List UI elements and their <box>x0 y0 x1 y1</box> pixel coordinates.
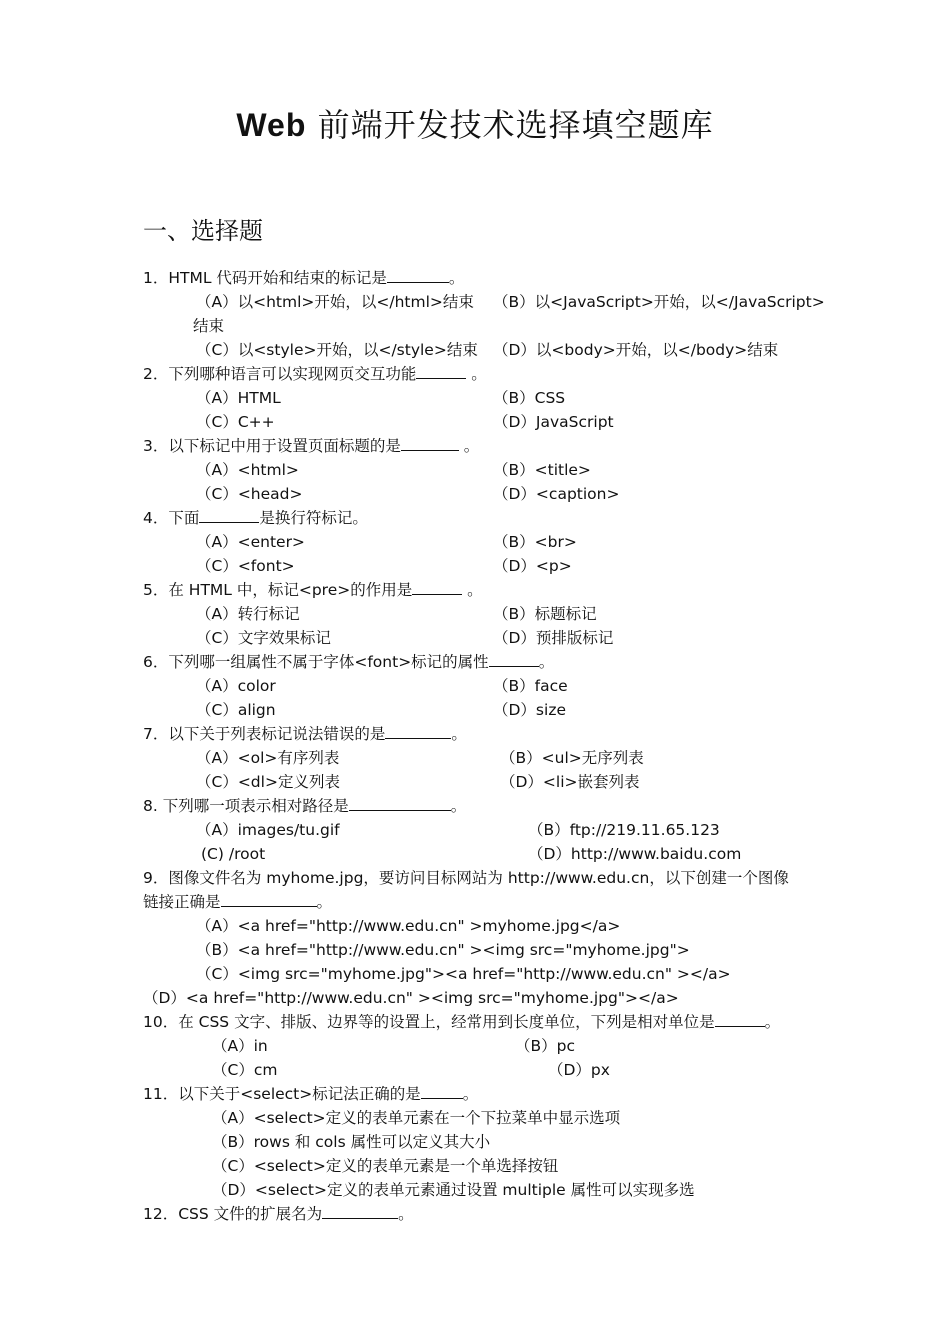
question-12-stem: 12．CSS 文件的扩展名为 。 <box>143 1202 414 1226</box>
question-11-option-a: （A）<select>定义的表单元素在一个下拉菜单中显示选项 <box>212 1109 621 1127</box>
answer-blank <box>401 434 459 451</box>
question-8-option-b: （B）ftp://219.11.65.123 <box>528 821 720 839</box>
question-5-option-d: （D）预排版标记 <box>493 629 614 647</box>
question-9-option-b: （B）<a href="http://www.edu.cn" ><img src="myhome.jpg"> <box>196 941 690 959</box>
question-11-stem: 11．以下关于<select>标记法正确的是 。 <box>143 1082 478 1106</box>
answer-blank <box>715 1010 765 1027</box>
question-10-option-b: （B）pc <box>515 1037 575 1055</box>
question-11-option-d: （D）<select>定义的表单元素通过设置 multiple 属性可以实现多选 <box>212 1181 695 1199</box>
page-title-en: Web <box>236 107 307 143</box>
question-4-option-d: （D）<p> <box>493 557 572 575</box>
question-3-option-a: （A）<html> <box>196 461 299 479</box>
question-2-option-c: （C）C++ <box>196 413 275 431</box>
question-7-option-b: （B）<ul>无序列表 <box>500 749 644 767</box>
answer-blank <box>349 794 451 811</box>
question-2-option-d: （D）JavaScript <box>493 413 614 431</box>
answer-blank <box>421 1082 463 1099</box>
answer-blank <box>387 266 449 283</box>
question-6-option-b: （B）face <box>493 677 568 695</box>
question-9-option-a: （A）<a href="http://www.edu.cn" >myhome.jpg</a> <box>196 917 621 935</box>
question-2-option-a: （A）HTML <box>196 389 281 407</box>
question-8-option-d: （D）http://www.baidu.com <box>528 845 742 863</box>
answer-blank <box>489 650 539 667</box>
question-4-option-c: （C）<font> <box>196 557 295 575</box>
question-5-option-c: （C）文字效果标记 <box>196 629 331 647</box>
question-1-option-a: （A）以<html>开始，以</html>结束 <box>196 293 474 311</box>
answer-blank <box>199 506 259 523</box>
section-heading: 一、选择题 <box>143 217 263 245</box>
question-3-option-b: （B）<title> <box>493 461 591 479</box>
question-6-option-a: （A）color <box>196 677 276 695</box>
question-9-option-d: （D）<a href="http://www.edu.cn" ><img src="myhome.jpg"></a> <box>143 989 679 1007</box>
question-10-stem: 10．在 CSS 文字、排版、边界等的设置上，经常用到长度单位，下列是相对单位是 。 <box>143 1010 780 1034</box>
question-2-option-b: （B）CSS <box>493 389 566 407</box>
question-6-stem: 6．下列哪一组属性不属于字体<font>标记的属性 。 <box>143 650 554 674</box>
page-title <box>0 103 950 147</box>
answer-blank <box>412 578 462 595</box>
question-9-stem-wrap: 链接正确是 。 <box>143 890 332 914</box>
question-1-option-c: （C）以<style>开始，以</style>结束 <box>196 341 478 359</box>
question-1-option-d: （D）以<body>开始，以</body>结束 <box>493 341 779 359</box>
question-11-option-c: （C）<select>定义的表单元素是一个单选择按钮 <box>212 1157 559 1175</box>
question-5-option-b: （B）标题标记 <box>493 605 597 623</box>
question-5-stem: 5．在 HTML 中，标记<pre>的作用是 。 <box>143 578 483 602</box>
question-3-stem: 3．以下标记中用于设置页面标题的是 。 <box>143 434 479 458</box>
question-1-option-b: （B）以<JavaScript>开始，以</JavaScript> <box>493 293 825 311</box>
question-9-option-c: （C）<img src="myhome.jpg"><a href="http://www.edu.cn" ></a> <box>196 965 731 983</box>
question-10-option-c: （C）cm <box>212 1061 278 1079</box>
question-6-option-d: （D）size <box>493 701 566 719</box>
question-8-option-a: （A）images/tu.gif <box>196 821 340 839</box>
page-title-zh: 前端开发技术选择填空题库 <box>317 106 714 144</box>
answer-blank <box>221 890 317 907</box>
question-4-option-b: （B）<br> <box>493 533 577 551</box>
question-2-stem: 2．下列哪种语言可以实现网页交互功能 。 <box>143 362 487 386</box>
question-3-option-d: （D）<caption> <box>493 485 620 503</box>
question-5-option-a: （A）转行标记 <box>196 605 300 623</box>
question-10-option-d: （D）px <box>548 1061 610 1079</box>
question-1-option-b-wrap: 结束 <box>193 317 225 335</box>
question-7-option-c: （C）<dl>定义列表 <box>196 773 340 791</box>
question-7-option-a: （A）<ol>有序列表 <box>196 749 340 767</box>
question-3-option-c: （C）<head> <box>196 485 303 503</box>
answer-blank <box>385 722 451 739</box>
question-10-option-a: （A）in <box>212 1037 268 1055</box>
question-4-option-a: （A）<enter> <box>196 533 305 551</box>
question-4-stem: 4．下面 是换行符标记。 <box>143 506 368 530</box>
question-8-option-c: (C) /root <box>201 845 266 863</box>
question-8-stem: 8. 下列哪一项表示相对路径是 。 <box>143 794 466 818</box>
question-1-stem: 1．HTML 代码开始和结束的标记是 。 <box>143 266 464 290</box>
question-9-stem: 9．图像文件名为 myhome.jpg，要访问目标网站为 http://www.edu.cn，以下创建一个图像 <box>143 869 789 887</box>
question-7-option-d: （D）<li>嵌套列表 <box>500 773 640 791</box>
answer-blank <box>322 1202 398 1219</box>
question-6-option-c: （C）align <box>196 701 276 719</box>
question-7-stem: 7．以下关于列表标记说法错误的是 。 <box>143 722 467 746</box>
answer-blank <box>416 362 466 379</box>
question-11-option-b: （B）rows 和 cols 属性可以定义其大小 <box>212 1133 491 1151</box>
